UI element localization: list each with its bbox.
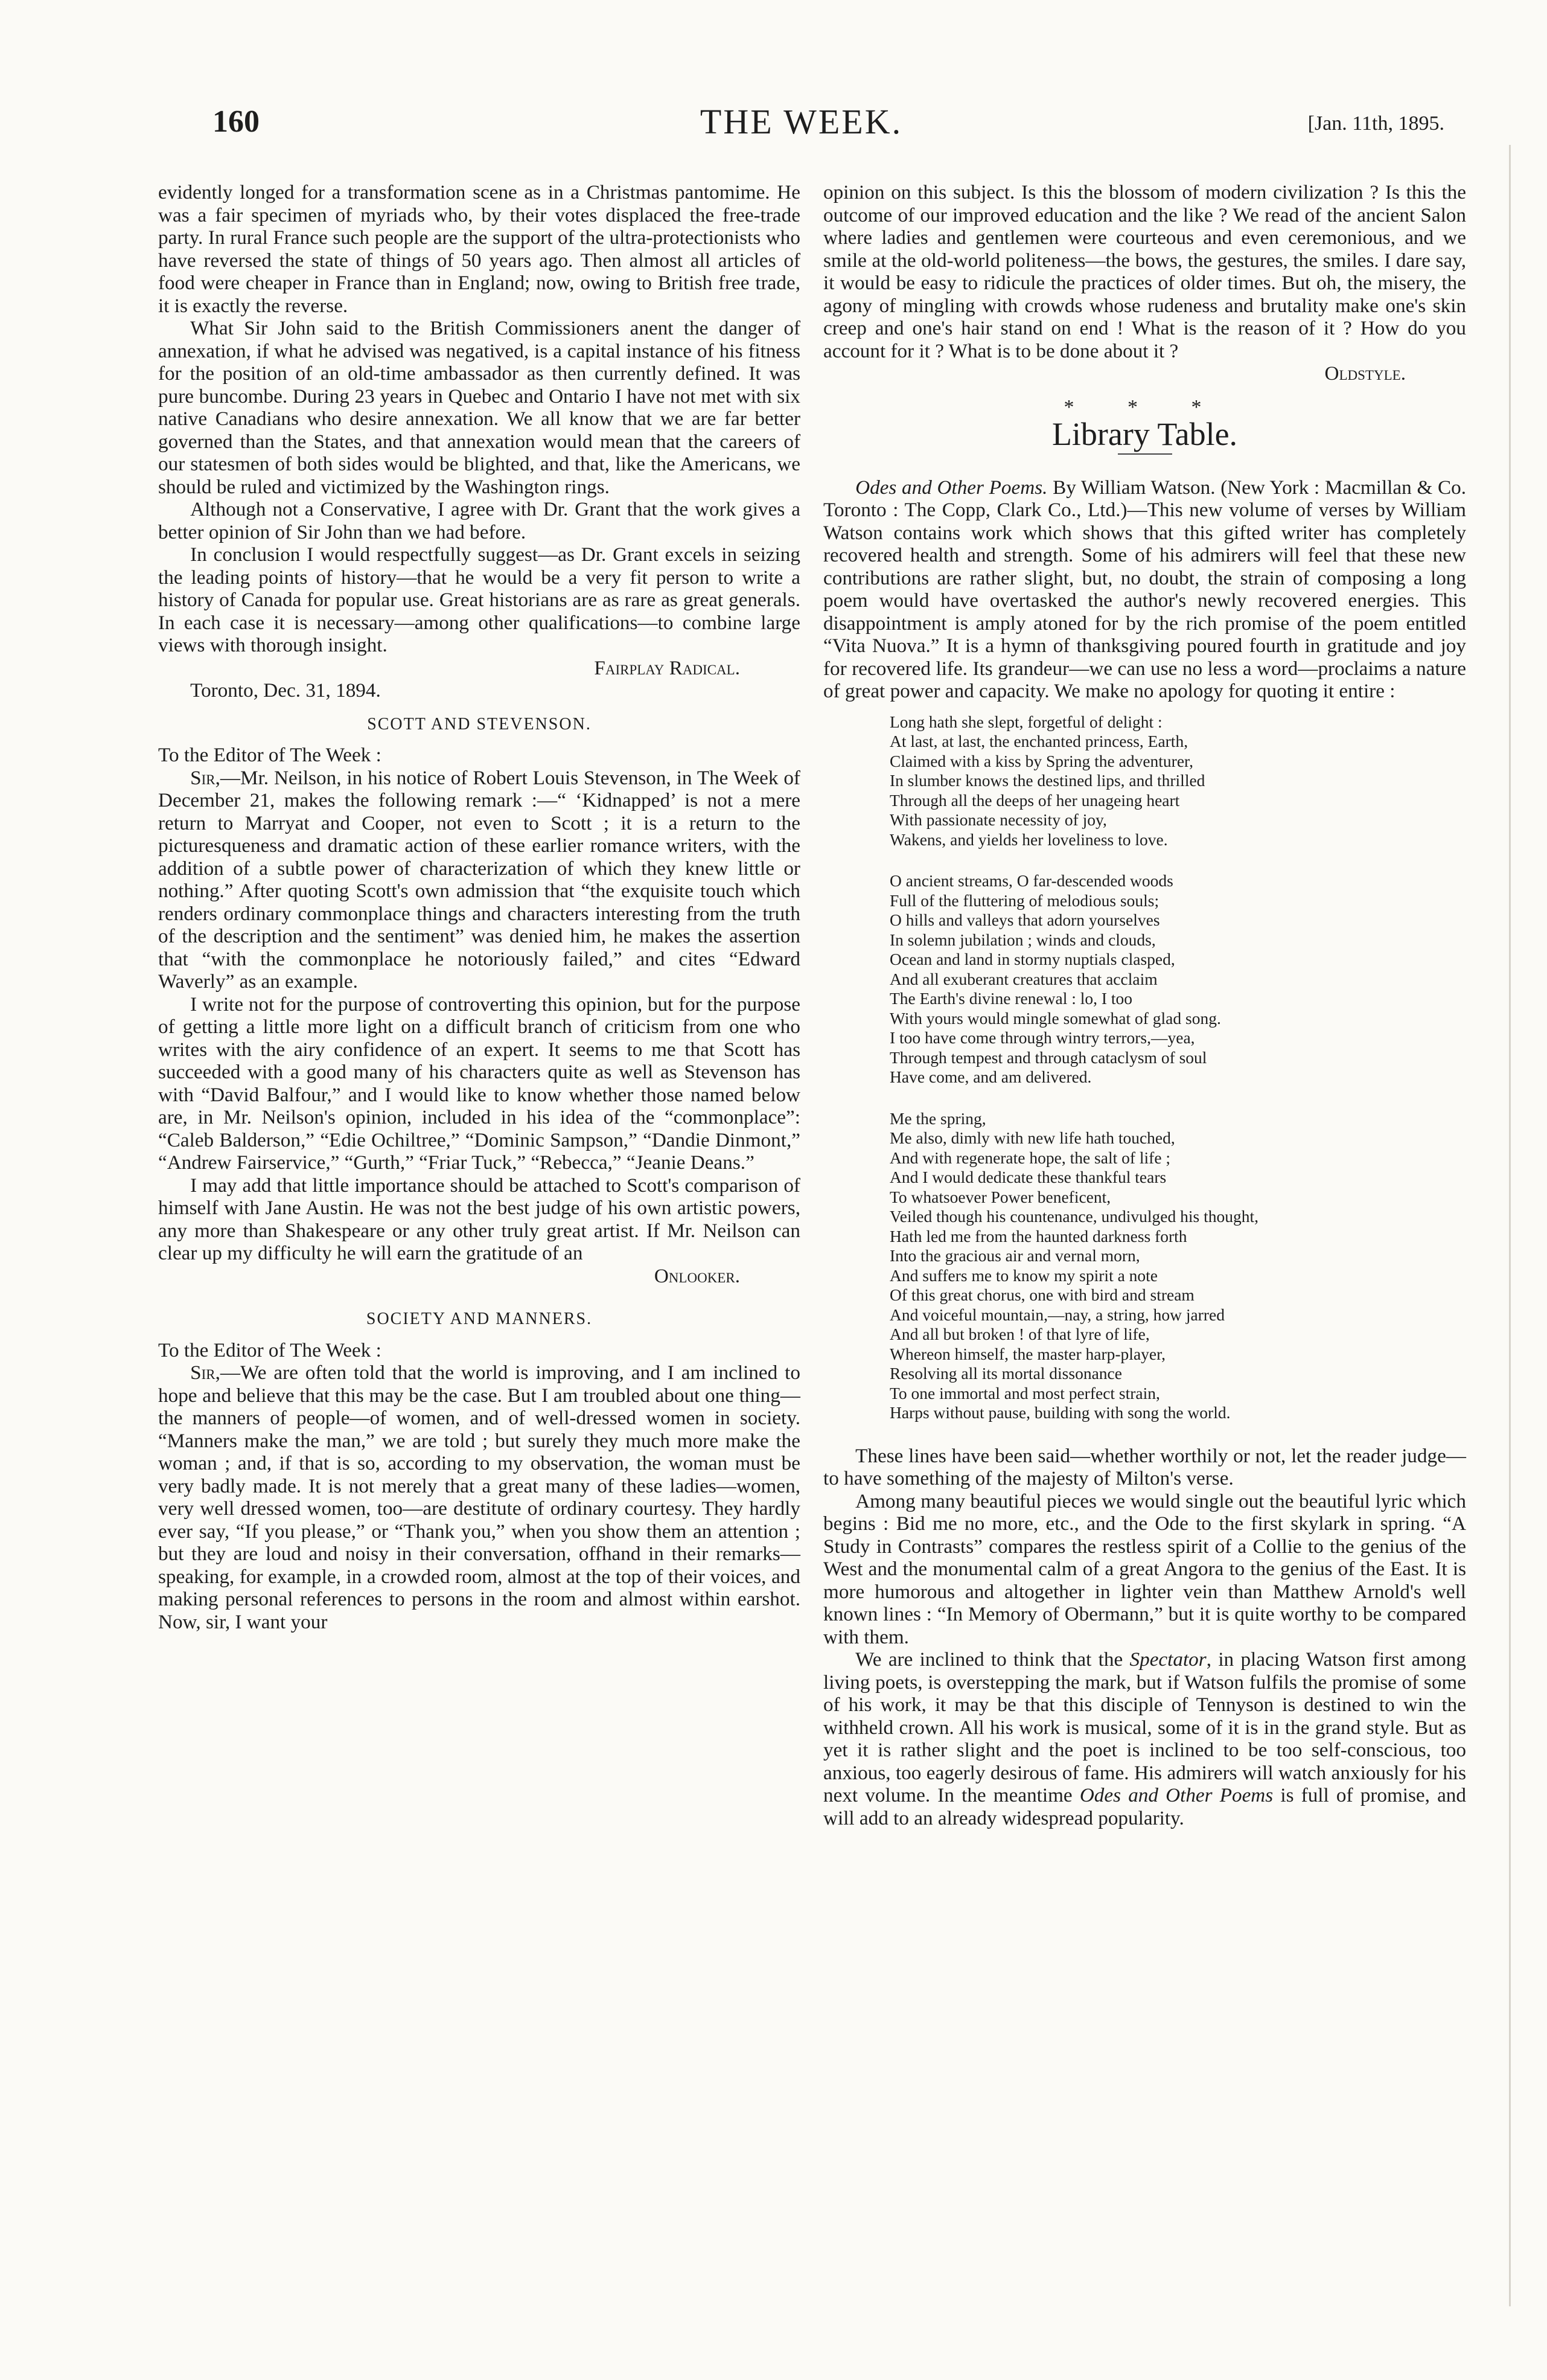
stanza	[823, 1109, 1466, 1423]
section-heading: SOCIETY AND MANNERS.	[366, 1310, 593, 1328]
poem-line: And with regenerate hope, the salt of life ;	[890, 1148, 1171, 1167]
poem-line: Me also, dimly with new life hath touched,	[890, 1128, 1175, 1147]
poem-line: Hath led me from the haunted darkness forth	[890, 1226, 1187, 1246]
poem-line: And suffers me to know my spirit a note	[890, 1265, 1158, 1285]
publication-title: Spectator	[1129, 1648, 1207, 1671]
poem-line: In slumber knows the destined lips, and thrilled	[890, 771, 1205, 790]
poem-line: Claimed with a kiss by Spring the adventurer,	[890, 751, 1193, 770]
poem-line: To one immortal and most perfect strain,	[890, 1383, 1160, 1403]
addressee: To the Editor of The Week :	[158, 1339, 381, 1361]
poem-line: Veiled though his countenance, undivulged his thought,	[890, 1207, 1259, 1226]
right-column	[823, 181, 1466, 1829]
poem-line: And all exuberant creatures that acclaim	[890, 969, 1158, 988]
poem-line: Wakens, and yields her loveliness to love.	[890, 830, 1168, 849]
paragraph: Although not a Conservative, I agree with Dr. Grant that the work gives a better opinion of Sir John than we had before.	[158, 498, 800, 543]
poem-line: Whereon himself, the master harp-player,	[890, 1344, 1166, 1363]
poem-line: And I would dedicate these thankful tears	[890, 1168, 1167, 1186]
paragraph-text: —Mr. Neilson, in his notice of Robert Louis Stevenson, in The Week of December 21, makes the following remark :—“ ‘Kidnapped’ is not a mere return to Marryat and Cooper, not even to Scott ; it is a return to the picturesqueness and dramatic action of these earlier romance writers, with the addition of a subtle power of characterization of which they knew little or nothing.” After quoting Scott's own admission that “the exquisite touch which renders ordinary commonplace things and characters interesting from the truth of the description and the sentiment” was denied him, he makes the assertion that “with the commonplace he notoriously failed,” and cites “Edward Waverly” as an example.	[158, 766, 800, 993]
paragraph-text: By William Watson. (New York : Macmillan & Co. Toronto : The Copp, Clark Co., Ltd.)—This new volume of verses by William Watson contains work which shows that this gifted writer has completely recovered health and strength. Some of his admirers will feel that these new contributions are rather slight, but, no doubt, the strain of composing a long poem would have overtasked the author's newly recovered energies. This disappointment is amply atoned for by the rich promise of the poem entitled “Vita Nuova.” It is a hymn of thanksgiving poured fourth in gratitude and joy for recovered life. Its grandeur—we can use no less a word—proclaims a nature of great power and capacity. We make no apology for quoting it entire :	[823, 476, 1466, 702]
section-title: Library Table.	[1051, 416, 1238, 452]
poem-line: Through all the deeps of her unageing heart	[890, 790, 1180, 810]
paragraph: These lines have been said—whether worthily or not, let the reader judge—to have something of the majesty of Milton's verse.	[823, 1444, 1466, 1489]
poem-line: The Earth's divine renewal : lo, I too	[890, 989, 1133, 1008]
paragraph	[158, 767, 800, 993]
paragraph: In conclusion I would respectfully suggest—as Dr. Grant excels in seizing the leading points of history—that he would be a very fit person to write a history of Canada for popular use. Great historians are as rare as great generals. In each case it is necessary—among other qualifications—to combine large views with thorough insight.	[158, 543, 800, 656]
page-header	[158, 104, 1444, 152]
poem-line: Long hath she slept, forgetful of delight :	[890, 712, 1163, 731]
paragraph-text: —We are often told that the world is improving, and I am inclined to hope and believe that this may be the case. But I am troubled about one thing—the manners of people—of women, and of well-dressed women in society. “Manners make the man,” we are told ; but surely they much more make the woman ; and, if that is so, according to my observation, the woman must be very badly made. It is not merely that a great many of these ladies—women, very well dressed women, too—are destitute of ordinary courtesy. They hardly ever say, “If you please,” or “Thank you,” when you show them an attention ; but they are loud and noisy in their conversation, offhand in their remarks—speaking, for example, in a crowded room, almost at the top of their voices, and making personal references to persons in the room and almost within earshot. Now, sir, I want your	[158, 1361, 800, 1633]
poem-line: With passionate necessity of joy,	[890, 810, 1107, 829]
poem	[823, 712, 1466, 1423]
left-column	[158, 181, 800, 1633]
poem-line: To whatsoever Power beneficent,	[890, 1187, 1111, 1206]
salutation: Sir,	[190, 1361, 220, 1384]
poem-line: And all but broken ! of that lyre of life,	[890, 1325, 1150, 1343]
poem-line: In solemn jubilation ; winds and clouds,	[890, 930, 1156, 949]
poem-line: With yours would mingle somewhat of glad song.	[890, 1008, 1221, 1028]
paragraph-text: , in placing Watson first among living poets, is overstepping the mark, but if Watson fulfils the promise of some of his work, it may be that this disciple of Tennyson is destined to win the withheld crown. All his work is musical, some of it is in the grand style. But as yet it is rather slight and the poet is inclined to be too self-conscious, too anxious, too eagerly desirous of fame. His admirers will watch anxiously for his next volume. In the meantime	[823, 1648, 1466, 1806]
paragraph: opinion on this subject. Is this the blossom of modern civilization ? Is this the outcome of our improved education and the like ? We read of the ancient Salon where ladies and gentlemen were courteous and even ceremonious, and we smile at the old-world politeness—the bows, the gestures, the smiles. I dare say, it would be easy to ridicule the practices of older times. But oh, the misery, the agony of mingling with crowds whose rudeness and brutality make one's skin creep and one's hair stand on end ! What is the reason of it ? How do you account for it ? What is to be done about it ?	[823, 181, 1466, 362]
paragraph: evidently longed for a transformation scene as in a Christmas pantomime. He was a fair specimen of myriads who, by their votes displaced the free-trade party. In rural France such people are the support of the ultra-protectionists who have reversed the state of things of 50 years ago. Then almost all articles of food were cheaper in France than in England; now, owing to British free trade, it is exactly the reverse.	[158, 181, 800, 317]
paragraph	[823, 1648, 1466, 1829]
paragraph-text: We are inclined to think that the	[855, 1648, 1130, 1671]
signature: Oldstyle.	[1324, 362, 1406, 385]
issue-date: [Jan. 11th, 1895.	[1307, 112, 1444, 135]
masthead-title: THE WEEK.	[700, 102, 903, 141]
dateline: Toronto, Dec. 31, 1894.	[190, 679, 381, 702]
section-separator: * * *	[1064, 395, 1226, 418]
poem-line: O ancient streams, O far-descended woods	[890, 871, 1173, 890]
page-number: 160	[212, 104, 260, 139]
poem-line: Harps without pause, building with song the world.	[890, 1403, 1231, 1422]
poem-line: O hills and valleys that adorn yourselves	[890, 910, 1160, 929]
paragraph: Among many beautiful pieces we would single out the beautiful lyric which begins : Bid me no more, etc., and the Ode to the first skylark in spring. “A Study in Contrasts” compares the restless spirit of a Collie to the genius of the West and the monumental calm of a great Angora to the genius of the East. It is more humorous and altogether in lighter vein than Matthew Arnold's well known lines : “In Memory of Obermann,” but it is quite worthy to be compared with them.	[823, 1489, 1466, 1648]
stanza	[823, 712, 1466, 850]
poem-line: Me the spring,	[890, 1108, 986, 1128]
poem-line: And voiceful mountain,—nay, a string, how jarred	[890, 1305, 1225, 1324]
binding-edge	[1509, 145, 1511, 2306]
stanza	[823, 871, 1466, 1087]
title-rule	[1118, 453, 1172, 455]
signature: Onlooker.	[654, 1264, 740, 1287]
poem-line: I too have come through wintry terrors,—yea,	[890, 1028, 1195, 1047]
paragraph	[158, 1361, 800, 1633]
poem-line: Full of the fluttering of melodious souls;	[890, 891, 1159, 910]
poem-line: Resolving all its mortal dissonance	[890, 1364, 1122, 1383]
paragraph: What Sir John said to the British Commissioners anent the danger of annexation, if what he advised was negatived, is a capital instance of his fitness for the position of an old-time ambassador as then currently defined. It was pure buncombe. During 23 years in Quebec and Ontario I have not met with six native Canadians who desire annexation. We all know that we are far better governed than the States, and that annexation would mean that the careers of our statesmen of both sides would be blighted, and that, like the Americans, we should be ruled and victimized by the Washington rings.	[158, 317, 800, 498]
poem-line: At last, at last, the enchanted princess, Earth,	[890, 732, 1188, 750]
book-title: Odes and Other Poems	[1079, 1784, 1274, 1806]
salutation: Sir,	[190, 766, 220, 789]
paragraph-text: is full of promise, and will add to an already widespread popularity.	[823, 1784, 1466, 1829]
book-title: Odes and Other Poems.	[855, 476, 1048, 499]
paragraph	[823, 476, 1466, 703]
poem-line: Ocean and land in stormy nuptials clasped,	[890, 950, 1175, 968]
poem-line: Have come, and am delivered.	[890, 1067, 1092, 1086]
poem-line: Through tempest and through cataclysm of soul	[890, 1048, 1207, 1067]
poem-line: Of this great chorus, one with bird and stream	[890, 1285, 1195, 1304]
section-heading: SCOTT AND STEVENSON.	[367, 714, 592, 734]
paragraph: I write not for the purpose of controverting this opinion, but for the purpose of getting a little more light on a difficult branch of criticism from one who writes with the airy confidence of an expert. It seems to me that Scott has succeeded with a good many of his characters quite as well as Stevenson has with “David Balfour,” and I would like to know whether those named below are, in Mr. Neilson's opinion, included in his idea of the “commonplace”: “Caleb Balderson,” “Edie Ochiltree,” “Dominic Sampson,” “Dandie Dinmont,” “Andrew Fairservice,” “Gurth,” “Friar Tuck,” “Rebecca,” “Jeanie Deans.”	[158, 993, 800, 1174]
addressee: To the Editor of The Week :	[158, 744, 381, 766]
poem-line: Into the gracious air and vernal morn,	[890, 1246, 1140, 1265]
signature: Fairplay Radical.	[594, 656, 740, 679]
paragraph: I may add that little importance should be attached to Scott's comparison of himself with Jane Austin. He was not the best judge of his own artistic powers, any more than Shakespeare or any other truly great artist. If Mr. Neilson can clear up my difficulty he will earn the gratitude of an	[158, 1174, 800, 1264]
